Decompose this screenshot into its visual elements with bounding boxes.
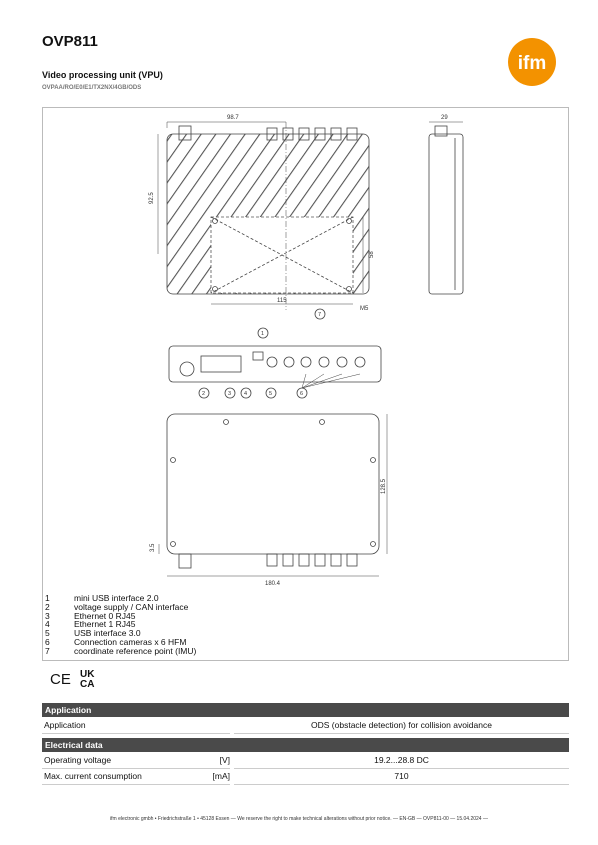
order-code: OVPAA/RO/E0/E1/TX2NX/4GB/ODS [42, 85, 142, 91]
callout-5: 5 [269, 391, 273, 397]
ifm-logo [508, 38, 556, 86]
callout-7: 7 [318, 312, 322, 318]
top-view [158, 122, 369, 319]
legend-item: 7 coordinate reference point (IMU) [45, 645, 197, 656]
row-value: ODS (obstacle detection) for collision avoidance [311, 720, 492, 730]
dim-3-5: 3.5 [150, 543, 156, 552]
dim-98-7: 98.7 [227, 115, 239, 121]
page-footer: ifm electronic gmbh • Friedrichstraße 1 • 45128 Essen — We reserve the right to make technical alterations without prior notice. — EN-GB — OVP811-00 — 15.04.2024 — [110, 816, 488, 822]
section-electrical-heading: Electrical data [42, 738, 569, 752]
legend-item: 4 Ethernet 1 RJ45 [45, 619, 136, 630]
row-value: 19.2...28.8 DC [374, 755, 429, 765]
technical-drawing-svg [43, 108, 570, 662]
front-view [169, 328, 381, 398]
dim-29: 29 [441, 115, 448, 121]
callout-2: 2 [202, 391, 206, 397]
page-title: OVP811 [42, 33, 98, 50]
table-row [42, 753, 569, 769]
callout-6: 6 [300, 391, 304, 397]
legend-item: 3 Ethernet 0 RJ45 [45, 610, 136, 621]
legend-item: 1 mini USB interface 2.0 [45, 593, 159, 603]
row-label: Operating voltage [44, 755, 112, 765]
callout-4: 4 [244, 391, 248, 397]
legend-item: 6 Connection cameras x 6 HFM [45, 636, 187, 647]
callout-1: 1 [261, 331, 265, 337]
row-label: Application [44, 720, 86, 730]
dim-180-4: 180.4 [265, 581, 281, 587]
table-row [42, 769, 569, 785]
bottom-view [159, 414, 387, 576]
row-unit: [mA] [212, 771, 230, 781]
certification-marks [48, 667, 108, 689]
screw-label: M5 [360, 306, 369, 312]
row-unit: [V] [219, 755, 230, 765]
row-value: 710 [394, 771, 409, 781]
dim-128-5: 128.5 [381, 478, 387, 494]
row-label: Max. current consumption [44, 771, 142, 781]
ukca-mark-bottom: CA [80, 679, 95, 689]
legend [45, 594, 196, 656]
legend-item: 5 USB interface 3.0 [45, 628, 141, 639]
table-row [42, 718, 569, 734]
product-subtitle: Video processing unit (VPU) [42, 70, 163, 80]
dimension-drawing [42, 107, 569, 661]
logo-text: ifm [517, 53, 547, 74]
ukca-mark-top: UK [80, 669, 95, 680]
legend-item: 2 voltage supply / CAN interface [45, 601, 189, 612]
ce-mark: CE [50, 671, 71, 688]
dim-58: 58 [369, 251, 375, 258]
side-view [429, 122, 463, 294]
dim-92-5: 92.5 [149, 192, 155, 204]
section-application-heading: Application [42, 703, 569, 717]
callout-3: 3 [228, 391, 232, 397]
dim-115: 115 [277, 298, 287, 304]
